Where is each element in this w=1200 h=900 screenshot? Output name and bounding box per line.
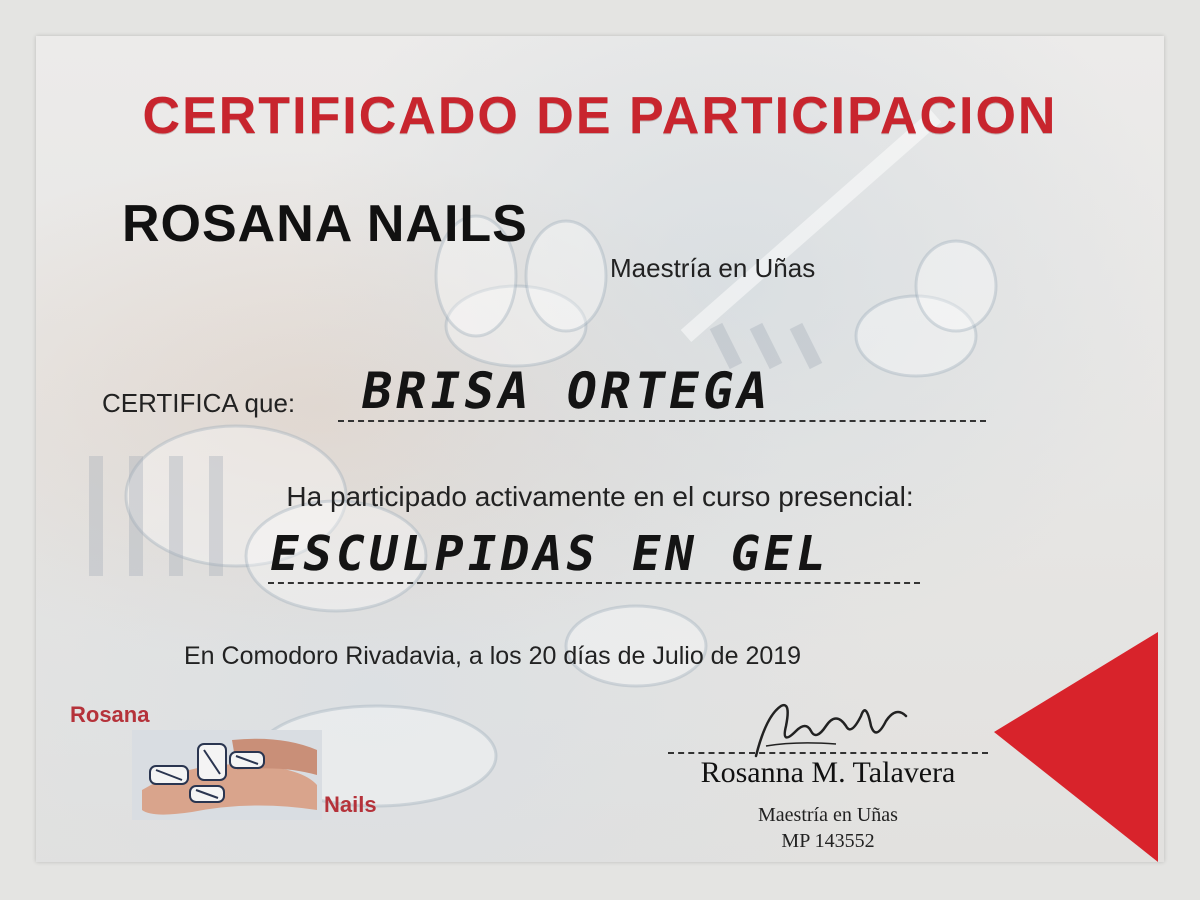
certificate-title: CERTIFICADO DE PARTICIPACION — [142, 87, 1058, 145]
course-name: ESCULPIDAS EN GEL — [265, 526, 835, 582]
logo-word-bottom: Nails — [324, 792, 377, 817]
course-name-line — [268, 582, 920, 584]
handwritten-signature — [736, 686, 916, 766]
certify-label: CERTIFICA que: — [102, 388, 296, 418]
red-corner-triangle — [994, 632, 1164, 862]
signature-line — [668, 752, 988, 754]
place-date: En Comodoro Rivadavia, a los 20 días de Julio de 2019 — [184, 642, 802, 670]
signer-registration: MP 143552 — [781, 830, 875, 852]
brand-name: ROSANA NAILS — [122, 195, 528, 253]
brand-subtitle: Maestría en Uñas — [610, 253, 816, 283]
logo-word-top: Rosana — [70, 702, 150, 727]
signer-title: Maestría en Uñas — [758, 804, 898, 826]
certificate-paper — [36, 36, 1164, 862]
signer-name: Rosanna M. Talavera — [700, 756, 956, 789]
recipient-name: BRISA ORTEGA — [356, 362, 777, 420]
participation-statement: Ha participado activamente en el curso presencial: — [286, 481, 914, 512]
recipient-name-line — [338, 420, 986, 422]
rosana-nails-logo — [66, 700, 406, 830]
nail-art-logo-icon — [132, 730, 322, 820]
